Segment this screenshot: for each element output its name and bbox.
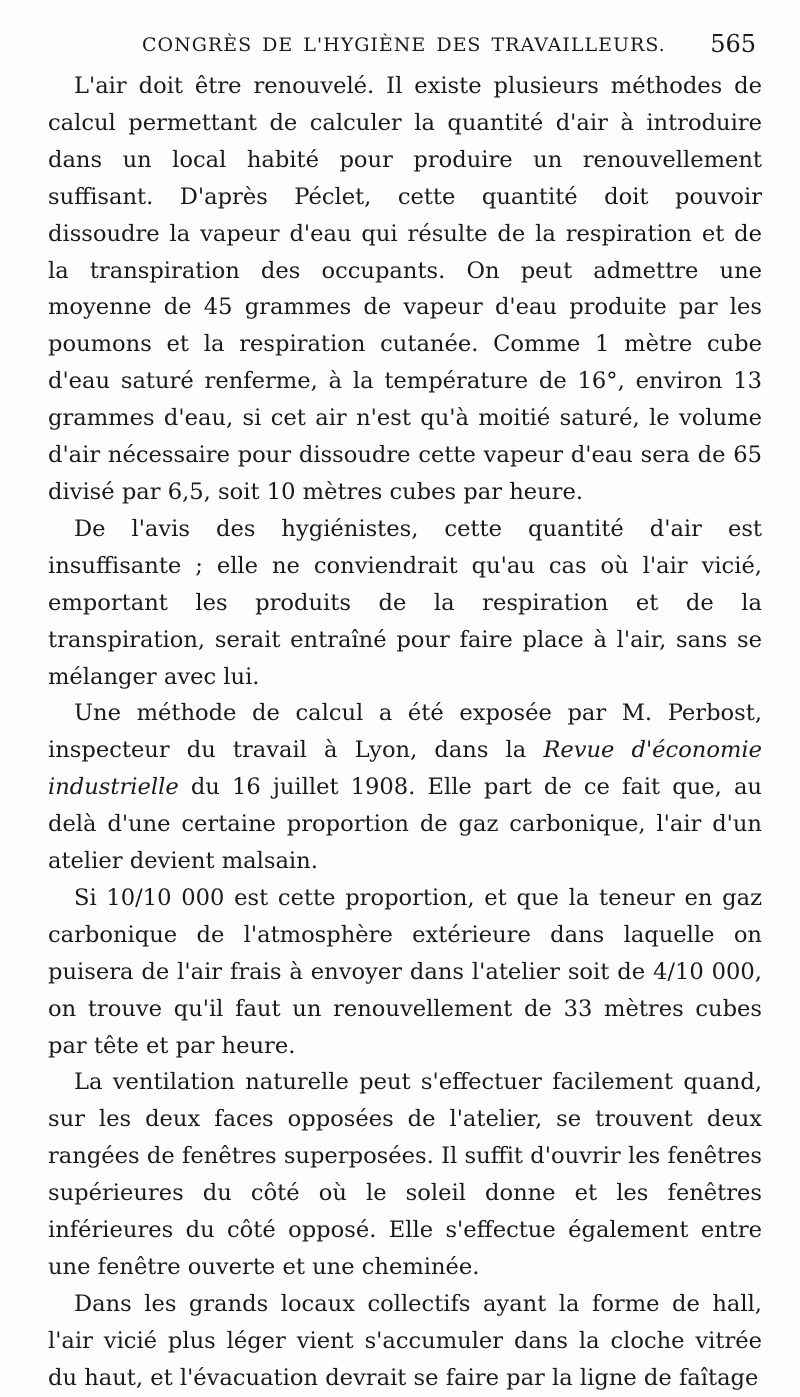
paragraph-air-renewal: L'air doit être renouvelé. Il existe plusieurs méthodes de calcul permettant de calculer la quantité d'air à introduire dans un local habité pour produire un renouvellement suffisant. D'après Péclet, cette quantité doit pouvoir dissoudre la vapeur d'eau qui résulte de la respiration et de la transpiration des occupants. On peut admettre une moyenne de 45 grammes de vapeur d'eau produite par les poumons et la respiration cutanée. Comme 1 mètre cube d'eau saturé renferme, à la température de 16°, environ 13 grammes d'eau, si cet air n'est qu'à moitié saturé, le volume d'air nécessaire pour dissoudre cette vapeur d'eau sera de 65 divisé par 6,5, soit 10 mètres cubes par heure. — [48, 73, 762, 505]
paragraph-text: Une méthode de calcul a été exposée par M. Perbost, inspecteur du travail à Lyon, dans la — [48, 700, 762, 764]
paragraph-carbon-proportion: Si 10/10 000 est cette proportion, et que la teneur en gaz carbonique de l'atmosphère extérieure dans laquelle on puisera de l'air frais à envoyer dans l'atelier soit de 4/10 000, on trouve qu'il faut un renouvellement de 33 mètres cubes par tête et par heure. — [48, 884, 762, 1059]
body-text — [48, 68, 762, 1397]
running-title: CONGRÈS DE L'HYGIÈNE DES TRAVAILLEURS. — [142, 34, 666, 56]
paragraph-text: du 16 juillet 1908. Elle part de ce fait que, au delà d'une certaine proportion de gaz carbonique, l'air d'un atelier devient malsain. — [48, 774, 762, 875]
journal-title: Revue d'économie industrielle — [48, 737, 762, 801]
paragraph-large-halls: Dans les grands locaux collectifs ayant la forme de hall, l'air vicié plus léger vient s'accumuler dans la cloche vitrée du haut, et l'évacuation devrait se faire par la ligne de faîtage — [48, 1290, 762, 1391]
paragraph-perbost-method — [48, 695, 762, 880]
running-head — [48, 22, 762, 68]
paragraph-hygienists-opinion: De l'avis des hygiénistes, cette quantité d'air est insuffisante ; elle ne conviendrait qu'au cas où l'air vicié, emportant les produits de la respiration et de la transpiration, serait entraîné pour faire place à l'air, sans se mélanger avec lui. — [48, 515, 762, 690]
paragraph-natural-ventilation: La ventilation naturelle peut s'effectuer facilement quand, sur les deux faces opposées de l'atelier, se trouvent deux rangées de fenêtres superposées. Il suffit d'ouvrir les fenêtres supérieures du côté où le soleil donne et les fenêtres inférieures du côté opposé. Elle s'effectue également entre une fenêtre ouverte et une cheminée. — [48, 1069, 762, 1280]
page-number: 565 — [710, 30, 756, 58]
